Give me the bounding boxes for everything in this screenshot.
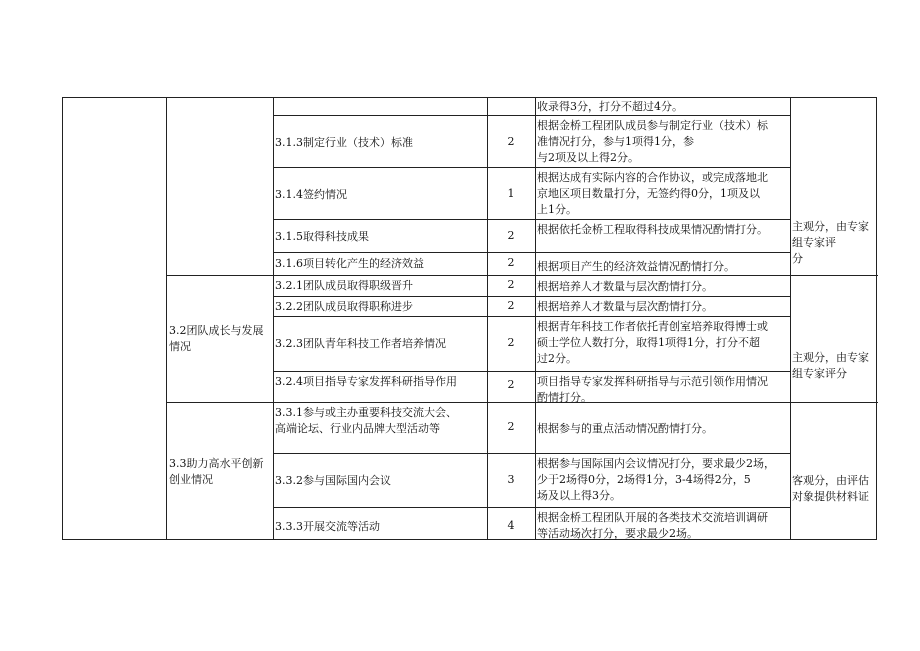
row-border [273, 115, 790, 116]
evaluation-table [62, 97, 877, 540]
score-value: 3 [507, 473, 515, 486]
desc-text: 根据依托金桥工程取得科技成果情况酌情打分。 [537, 223, 768, 236]
method-text: 主观分，由专家 组专家评 分 [792, 220, 869, 265]
desc-text: 根据参与的重点活动情况酌情打分。 [537, 422, 713, 435]
item-label: 3.2.4项目指导专家发挥科研指导作用 [275, 375, 457, 388]
item-label: 3.3.1参与或主办重要科技交流大会、 高端论坛、行业内品牌大型活动等 [275, 406, 457, 435]
score-value: 2 [507, 378, 515, 391]
method-border [790, 275, 878, 276]
score-value: 2 [507, 229, 515, 242]
method-border [790, 402, 878, 403]
item-label: 3.2.1团队成员取得职级晋升 [275, 279, 413, 292]
score-value: 2 [507, 135, 515, 148]
item-label: 3.2.3团队青年科技工作者培养情况 [275, 337, 446, 350]
group-label: 3.2团队成长与发展 情况 [169, 324, 264, 353]
desc-text: 根据金桥工程团队成员参与制定行业（技术）标 准情况打分，参与1项得1分，参 与2项及以上得2分。 [537, 119, 768, 164]
row-border [273, 453, 790, 454]
col-border [790, 98, 791, 539]
col-border [273, 98, 274, 539]
desc-text: 根据培养人才数量与层次酌情打分。 [537, 300, 713, 313]
score-value: 2 [507, 336, 515, 349]
row-border [273, 316, 790, 317]
row-border [273, 296, 790, 297]
item-label: 3.1.5取得科技成果 [275, 230, 369, 243]
col-border [166, 98, 167, 539]
item-label: 3.1.6项目转化产生的经济效益 [275, 257, 424, 270]
desc-text: 项目指导专家发挥科研指导与示范引领作用情况 酌情打分。 [537, 375, 768, 404]
group-label: 3.3助力高水平创新 创业情况 [169, 457, 264, 486]
row-border [273, 371, 790, 372]
row-border [273, 219, 790, 220]
group-border [166, 402, 273, 403]
row-border [273, 275, 790, 276]
desc-text: 根据培养人才数量与层次酌情打分。 [537, 280, 713, 293]
score-value: 2 [507, 420, 515, 433]
desc-text: 收录得3分，打分不超过4分。 [537, 100, 683, 113]
item-label: 3.2.2团队成员取得职称进步 [275, 300, 413, 313]
score-value: 2 [507, 299, 515, 312]
row-border [273, 507, 790, 508]
desc-text: 根据项目产生的经济效益情况酌情打分。 [537, 260, 735, 273]
desc-text: 根据金桥工程团队开展的各类技术交流培训调研 等活动场次打分，要求最少2场。 [537, 511, 768, 540]
group-border [166, 275, 273, 276]
item-label: 3.1.3制定行业（技术）标准 [275, 136, 413, 149]
method-text: 主观分，由专家 组专家评分 [792, 351, 869, 380]
item-label: 3.1.4签约情况 [275, 188, 347, 201]
item-label: 3.3.2参与国际国内会议 [275, 474, 391, 487]
score-value: 4 [507, 519, 515, 532]
row-border [273, 167, 790, 168]
item-label: 3.3.3开展交流等活动 [275, 520, 380, 533]
row-border [273, 252, 790, 253]
score-value: 2 [507, 278, 515, 291]
score-value: 1 [507, 187, 515, 200]
desc-text: 根据参与国际国内会议情况打分，要求最少2场， 少于2场得0分，2场得1分，3-4场得2分，5 场及以上得3分。 [537, 457, 775, 502]
desc-text: 根据青年科技工作者依托青创室培养取得博士或 硕士学位人数打分，取得1项得1分，打分不超 过2分。 [537, 320, 768, 365]
desc-text: 根据达成有实际内容的合作协议，或完成落地北 京地区项目数量打分，无签约得0分，1项及以 上1分。 [537, 171, 768, 216]
score-value: 2 [507, 256, 515, 269]
method-text: 客观分，由评估 对象提供材料证 [792, 474, 869, 503]
